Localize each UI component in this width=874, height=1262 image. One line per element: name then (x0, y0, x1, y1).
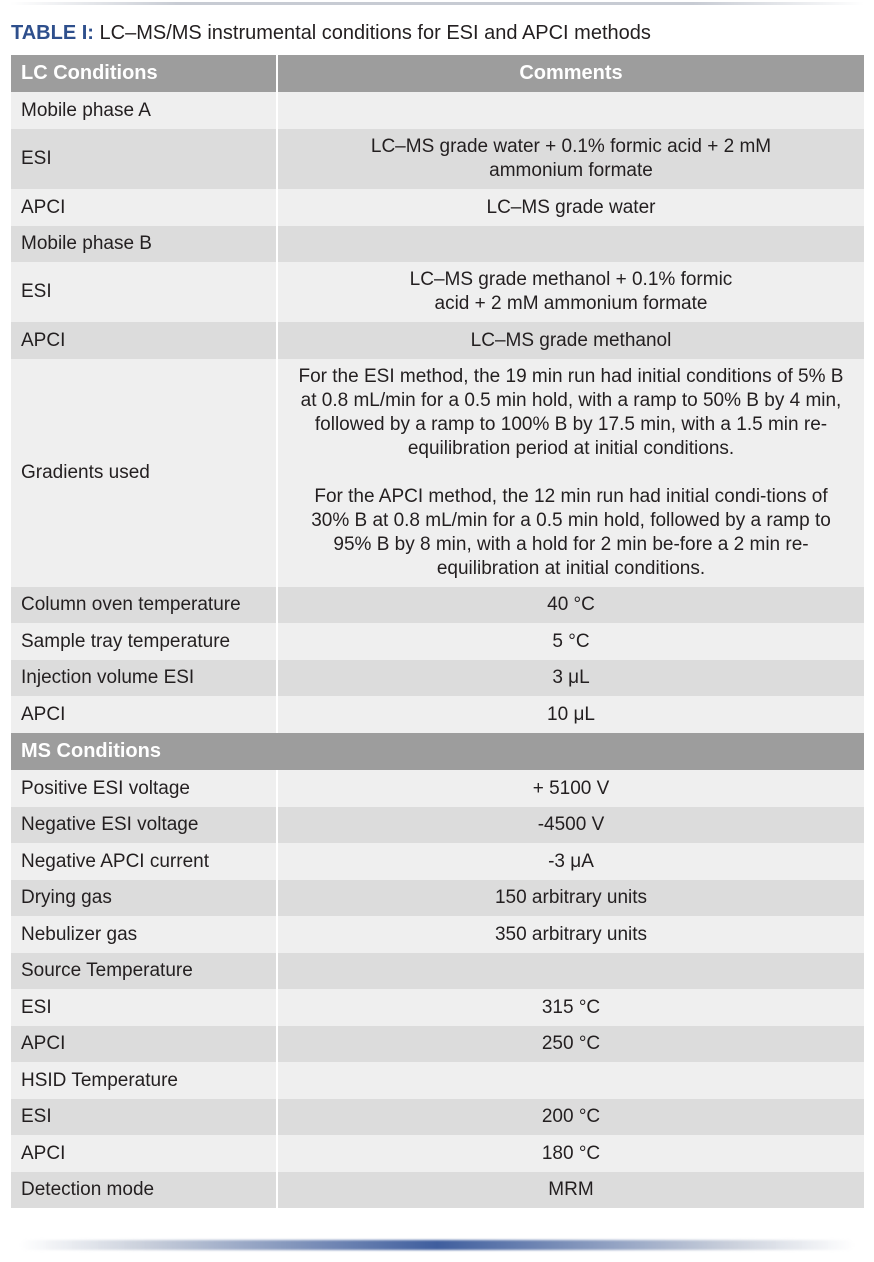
table-row (11, 623, 864, 660)
table-row (11, 696, 864, 733)
caption-text: LC–MS/MS instrumental conditions for ESI and APCI methods (99, 22, 651, 44)
row-label: HSID Temperature (11, 1062, 277, 1099)
row-value: MRM (277, 1172, 864, 1208)
row-value: LC–MS grade water (277, 189, 864, 226)
row-label: APCI (11, 322, 277, 359)
gradients-description (277, 359, 864, 587)
table-row (11, 880, 864, 916)
row-value: -4500 V (277, 807, 864, 843)
row-label: ESI (11, 1099, 277, 1135)
row-value: LC–MS grade water + 0.1% formic acid + 2 mM ammonium formate (277, 129, 864, 189)
table-row (11, 953, 864, 989)
table-row (11, 189, 864, 226)
top-divider (10, 2, 864, 5)
row-label: Source Temperature (11, 953, 277, 989)
row-label: ESI (11, 989, 277, 1026)
row-label: Positive ESI voltage (11, 770, 277, 807)
row-value: 10 μL (277, 696, 864, 733)
row-label: APCI (11, 1135, 277, 1172)
table-row (11, 1135, 864, 1172)
row-value: 315 °C (277, 989, 864, 1026)
row-value (277, 1062, 864, 1099)
ms-section-header-row (11, 733, 864, 770)
table-row (11, 587, 864, 623)
row-label: Gradients used (11, 359, 277, 587)
row-value: LC–MS grade methanol (277, 322, 864, 359)
row-value: -3 μA (277, 843, 864, 880)
row-value: 3 μL (277, 660, 864, 696)
row-label: APCI (11, 189, 277, 226)
esi-gradient-text: For the ESI method, the 19 min run had initial conditions of 5% B at 0.8 mL/min for a 0.5 min hold, with a ramp to 50% B by 4 min, followed by a ramp to 100% B by 17.5 min, with a 1.5 min re-equilibration period at initial conditions. (298, 366, 844, 459)
row-label: ESI (11, 262, 277, 322)
row-label: Negative APCI current (11, 843, 277, 880)
row-value (277, 92, 864, 129)
row-label: Detection mode (11, 1172, 277, 1208)
row-label: Sample tray temperature (11, 623, 277, 660)
row-label: Mobile phase B (11, 226, 277, 262)
table-row (11, 262, 864, 322)
table-row (11, 843, 864, 880)
table-caption (11, 20, 651, 46)
table-row (11, 1062, 864, 1099)
row-value: 40 °C (277, 587, 864, 623)
table-header-row (11, 55, 864, 92)
ms-conditions-heading: MS Conditions (11, 733, 864, 770)
header-comments: Comments (277, 55, 864, 92)
row-label: Drying gas (11, 880, 277, 916)
table-row (11, 129, 864, 189)
caption-label: TABLE I: (11, 22, 94, 44)
row-label: Nebulizer gas (11, 916, 277, 953)
apci-gradient-text: For the APCI method, the 12 min run had initial condi-tions of 30% B at 0.8 mL/min for a 0.5 min hold, followed by a ramp to 95% B by 8 min, with a hold for 2 min be-fore a 2 min re-equilibration at initial conditions. (311, 486, 831, 579)
row-label: Mobile phase A (11, 92, 277, 129)
row-label: APCI (11, 696, 277, 733)
table-row (11, 1172, 864, 1208)
row-label: Negative ESI voltage (11, 807, 277, 843)
row-label: Column oven temperature (11, 587, 277, 623)
row-value: LC–MS grade methanol + 0.1% formic acid + 2 mM ammonium formate (277, 262, 864, 322)
row-value: 150 arbitrary units (277, 880, 864, 916)
row-label: APCI (11, 1026, 277, 1062)
paragraph-gap (290, 461, 852, 485)
bottom-divider (20, 1240, 854, 1250)
table-row (11, 1099, 864, 1135)
table-row (11, 322, 864, 359)
row-value: 200 °C (277, 1099, 864, 1135)
table-row (11, 989, 864, 1026)
conditions-table (11, 55, 864, 1208)
row-value: 350 arbitrary units (277, 916, 864, 953)
header-lc-conditions: LC Conditions (11, 55, 277, 92)
row-value: 250 °C (277, 1026, 864, 1062)
row-value: + 5100 V (277, 770, 864, 807)
table-row (11, 226, 864, 262)
table-row (11, 660, 864, 696)
table-row (11, 359, 864, 587)
row-label: ESI (11, 129, 277, 189)
table-row (11, 916, 864, 953)
table-row (11, 1026, 864, 1062)
row-label: Injection volume ESI (11, 660, 277, 696)
table-row (11, 770, 864, 807)
row-value (277, 226, 864, 262)
row-value (277, 953, 864, 989)
table-row (11, 807, 864, 843)
row-value: 5 °C (277, 623, 864, 660)
row-value: 180 °C (277, 1135, 864, 1172)
table-row (11, 92, 864, 129)
